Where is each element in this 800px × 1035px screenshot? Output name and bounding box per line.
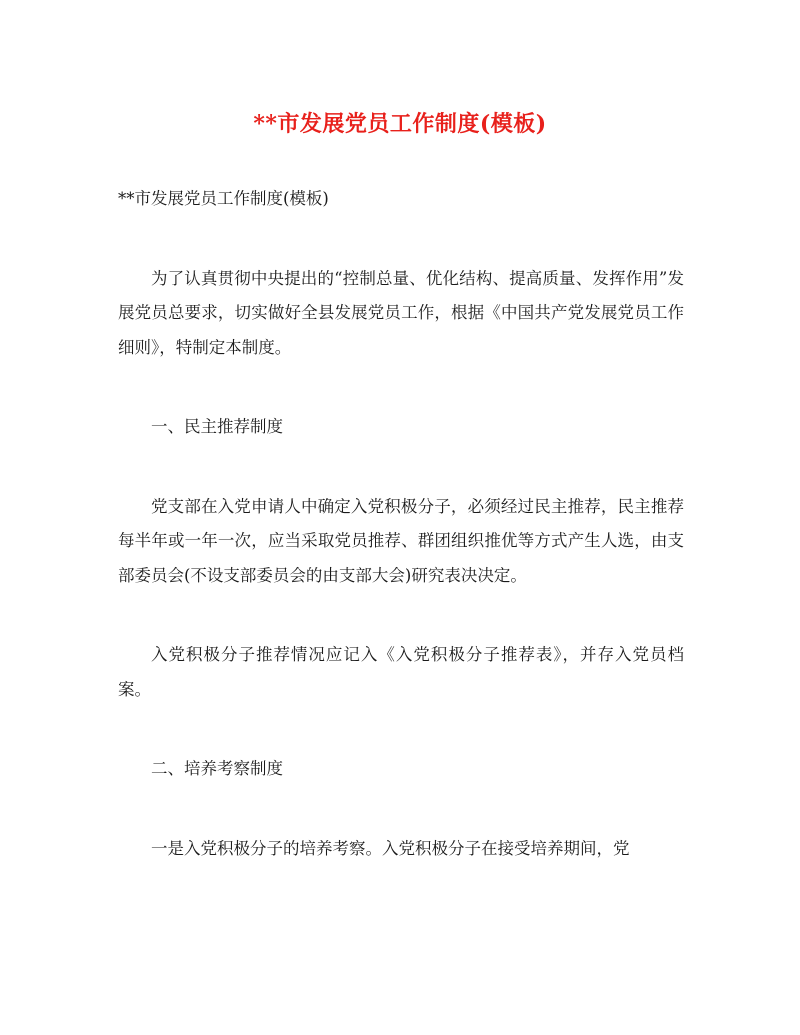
section-2-paragraph-1: 一是入党积极分子的培养考察。入党积极分子在接受培养期间，党 (151, 838, 630, 858)
document-body (118, 182, 684, 866)
section-1-paragraph-2: 入党积极分子推荐情况应记入《入党积极分子推荐表》，并存入党员档案。 (118, 645, 684, 699)
document-title: **市发展党员工作制度(模板) (253, 111, 547, 137)
intro-paragraph: 为了认真贯彻中央提出的“控制总量、优化结构、提高质量、发挥作用”发展党员总要求，切实做好全县发展党员工作，根据《中国共产党发展党员工作细则》，特制定本制度。 (118, 268, 684, 357)
section-1-paragraph-1: 党支部在入党申请人中确定入党积极分子，必须经过民主推荐，民主推荐每半年或一年一次，应当采取党员推荐、群团组织推优等方式产生人选，由支部委员会(不设支部委员会的由支部大会)研究表决决定。 (118, 496, 684, 585)
document-subtitle: **市发展党员工作制度(模板) (118, 189, 329, 208)
section-2-heading: 二、培养考察制度 (151, 759, 283, 778)
section-1-heading: 一、民主推荐制度 (151, 417, 283, 436)
